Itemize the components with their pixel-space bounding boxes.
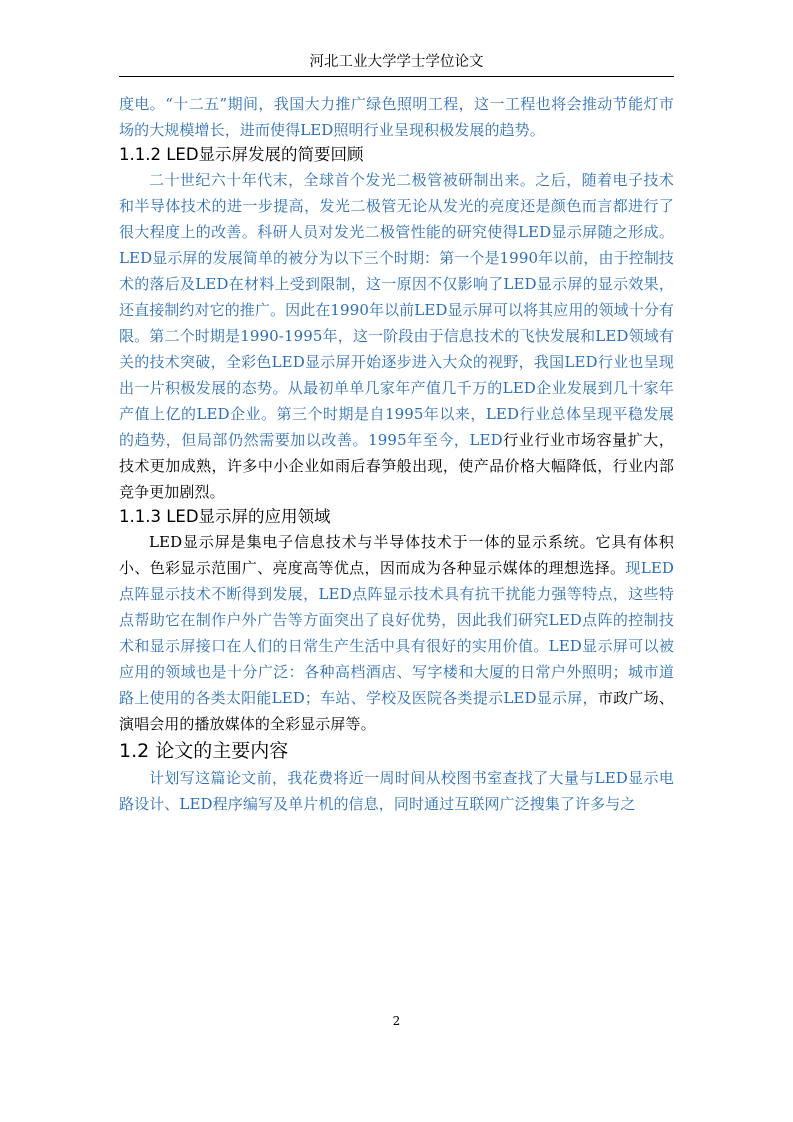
heading-1-2: 1.2 论文的主要内容 [119,740,289,762]
heading-1-1-3: 1.1.3 LED显示屏的应用领域 [119,507,331,526]
heading-1-1-2: 1.1.2 LED显示屏发展的简要回顾 [119,145,364,164]
paragraph-led-applications-part-2: 现LED点阵显示技术不断得到发展，LED点阵显示技术具有抗干扰能力强等特点，这些特点帮助它在制作户外广告等方面突出了良好优势，因此我们研究LED点阵的控制技术和显示屏接口在人们的日常生产生活中具有很好的实用价值。LED显示屏可以被应用的领域也是十分广泛：各种高档酒店、写字楼和大厦的日常户外照明；城市道路上使用的各类太阳能LED；车站、学校及医院各类提示LED显示屏， [119,559,674,707]
paragraph-thesis-content-text: 计划写这篇论文前，我花费将近一周时间从校图书室查找了大量与LED显示电路设计、LED程序编写及单片机的信息，同时通过互联网广泛搜集了许多与之 [119,769,674,813]
paragraph-led-history-part-2: LED显示屏的发展简单的被分为以下三个时期：第一个是1990年以前，由于控制技术的落后及LED在材料上受到限制，这一原因不仅影响了LED显示屏的显示效果，还直接制约对它的推广。因此在1990年以前LED显示屏可以将其应用的领域十分有限。第二个时期是1990-1995年，这一阶段由于信息技术的飞快发展和LED领域有关的技术突破，全彩色LED显示屏开始逐步进入大众的视野，我国LED行业也呈现出一片积极发展的态势。从最初单单几家年产值几千万的LED企业发展到几十家年产值上亿的LED企业。第三个时期是自1995年以来，LED行业总体呈现平稳发展的趋势，但局部仍然需要加以改善。1995年至今，LED [119,249,675,449]
paragraph-led-history-part-1: 二十世纪六十年代末，全球首个发光二极管被研制出来。之后，随着电子技术和半导体技术的进一步提高，发光二极管无论从发光的亮度还是颜色而言都进行了很大程度上的改善。科研人员对发光二极管性能的研究使得LED显示屏随之形成。 [119,171,674,241]
paragraph-led-applications-part-3: 市政广场、演唱会用的播放媒体的全彩显示屏等。 [119,689,674,733]
paragraph-thesis-content [119,765,674,817]
intro-paragraph-text: 度电。“十二五”期间，我国大力推广绿色照明工程，这一工程也将会推动节能灯市场的大规模增长，进而使得LED照明行业呈现积极发展的趋势。 [119,95,674,139]
paragraph-led-history [119,167,674,505]
page-header: 河北工业大学学士学位论文 [309,54,484,70]
paragraph-led-applications [119,529,674,737]
intro-paragraph [119,91,674,143]
page-content [119,91,674,817]
paragraph-led-applications-part-1: LED显示屏是集电子信息技术与半导体技术于一体的显示系统。它具有体积小、色彩显示范围广、亮度高等优点，因而成为各种显示媒体的理想选择。 [119,533,674,577]
page-number: 2 [392,1014,401,1028]
paragraph-led-history-part-3: 行业行业市场容量扩大，技术更加成熟，许多中小企业如雨后春笋般出现，使产品价格大幅降低，行业内部竞争更加剧烈。 [119,431,674,501]
header-divider [119,76,674,77]
